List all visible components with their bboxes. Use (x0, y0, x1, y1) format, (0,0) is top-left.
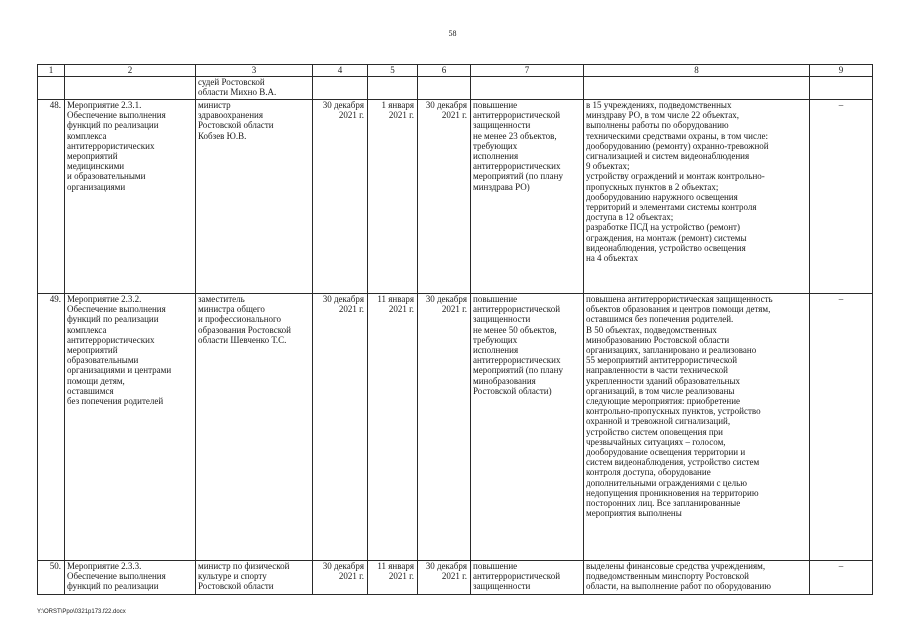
text-line: и профессионального (198, 314, 282, 325)
text-line: исполнения (473, 151, 519, 162)
header-cell: 1 (38, 65, 65, 77)
header-cell: 5 (368, 65, 418, 77)
text-line: организациями и центрами (67, 365, 172, 376)
expected-result-cell (471, 561, 584, 595)
text-line: антитеррористических (473, 161, 561, 172)
text-line: на 4 объектах (586, 253, 639, 264)
text-line: организациями (67, 181, 126, 192)
text-line: 2021 г. (388, 110, 414, 121)
text-line: 2021 г. (338, 110, 364, 121)
text-line: без попечения родителей (67, 396, 164, 407)
text-line: Обеспечение выполнения (67, 110, 166, 121)
start-date-cell (368, 100, 418, 294)
text-line: техническими средствами охраны, в том числе: (586, 130, 768, 141)
text-line: направленности в части технической (586, 365, 728, 376)
text-line: контроля доступа, оборудование (586, 467, 711, 478)
end-date-cell (418, 294, 471, 561)
row-number: 50. (38, 561, 65, 595)
text-line: систем видеонаблюдения, устройство систем (586, 457, 760, 468)
text-line: 30 декабря (425, 100, 467, 110)
table-row (38, 294, 873, 561)
text-line: мероприятий (по плану (473, 171, 563, 182)
text-line: недопущения проникновения на территорию (586, 487, 759, 498)
text-line: помощи детям, (67, 375, 125, 386)
header-cell: 3 (196, 65, 313, 77)
text-line: следующие мероприятия: приобретение (586, 396, 741, 407)
text-line: Кобзев Ю.В. (198, 130, 247, 141)
file-path-footer: Y:\ORST\Ppo\0321p173.f22.docx (37, 609, 126, 615)
table-row (38, 100, 873, 294)
text-line: 2021 г. (388, 304, 414, 315)
text-line: оставшимся (67, 385, 114, 396)
text-line: посторонних лиц. Все запланированные (586, 498, 741, 509)
text-line: Обеспечение выполнения (67, 304, 166, 315)
text-line: области Шевченко Т.С. (198, 334, 287, 345)
text-line: минобразования (473, 375, 536, 386)
text-line: мероприятий (67, 151, 118, 162)
responsible-cell (196, 100, 313, 294)
text-line: антитеррористической (473, 304, 561, 315)
text-line: 30 декабря (425, 561, 467, 571)
text-line: 30 декабря (425, 294, 467, 304)
text-line: чрезвычайных ситуациях – голосом, (586, 436, 726, 447)
text-line: области Михно В.А. (198, 87, 277, 98)
text-line: 2021 г. (388, 571, 414, 582)
event-cell (65, 561, 196, 595)
text-line: мероприятий (67, 345, 118, 356)
table-row (38, 561, 873, 595)
text-line: судей Ростовской (198, 77, 265, 87)
text-line: антитеррористических (473, 355, 561, 366)
text-line: минобразованию Ростовской области (586, 334, 730, 345)
text-line: не менее 50 объектов, (473, 324, 557, 335)
text-line: требующих (473, 334, 518, 345)
text-line: подведомственным минспорту Ростовской (586, 571, 749, 582)
text-line: образовательными (67, 355, 139, 366)
header-cell: 4 (313, 65, 368, 77)
plan-date-cell (313, 100, 368, 294)
text-line: антитеррористических (67, 140, 155, 151)
text-line: функций по реализации (67, 120, 159, 131)
text-line: защищенности (473, 314, 531, 325)
text-line: образования Ростовской (198, 324, 291, 335)
text-line: защищенности (473, 581, 531, 592)
text-line: в 15 учреждениях, подведомственных (586, 100, 732, 110)
text-line: требующих (473, 140, 518, 151)
header-cell: 8 (584, 65, 810, 77)
problems-cell: – (810, 294, 873, 561)
responsible-cell (196, 561, 313, 595)
text-line: территорий и элементами системы контроля (586, 202, 757, 213)
text-line: 30 декабря (322, 561, 364, 571)
text-line: и образовательными (67, 171, 146, 182)
header-cell: 2 (65, 65, 196, 77)
achieved-result-cell (584, 561, 810, 595)
text-line: 30 декабря (322, 100, 364, 110)
text-line: комплекса (67, 130, 107, 141)
text-line: выделены финансовые средства учреждениям, (586, 561, 766, 571)
text-line: Ростовской области (198, 581, 274, 592)
header-cell: 6 (418, 65, 471, 77)
text-line: здравоохранения (198, 110, 264, 121)
text-line: комплекса (67, 324, 107, 335)
event-cell (65, 294, 196, 561)
text-line: минздраву РО, в том числе 22 объектах, (586, 110, 740, 121)
text-line: функций по реализации (67, 581, 159, 592)
text-line: 30 декабря (322, 294, 364, 304)
responsible-cell (196, 294, 313, 561)
text-line: ограждения, на монтаж (ремонт) системы (586, 232, 747, 243)
text-line: выполнены работы по оборудованию (586, 120, 729, 131)
text-line: 1 января (381, 100, 414, 110)
plan-date-cell (313, 294, 368, 561)
start-date-cell (368, 561, 418, 595)
text-line: Мероприятие 2.3.2. (67, 294, 142, 304)
continuation-cell (196, 77, 313, 100)
start-date-cell (368, 294, 418, 561)
text-line: Ростовской области) (473, 385, 552, 396)
text-line: 2021 г. (441, 304, 467, 315)
text-line: видеонаблюдения, устройство освещения (586, 242, 746, 253)
text-line: антитеррористической (473, 571, 561, 582)
text-line: заместитель (198, 294, 245, 304)
achieved-result-cell (584, 100, 810, 294)
text-line: дополнительными ограждениями с целью (586, 477, 747, 488)
text-line: 9 объектах; (586, 161, 630, 172)
text-line: медицинскими (67, 161, 125, 172)
text-line: разработке ПСД на устройство (ремонт) (586, 222, 740, 233)
continuation-row (38, 77, 873, 100)
text-line: антитеррористических (67, 334, 155, 345)
text-line: контрольно-пропускных пунктов, устройство (586, 406, 761, 417)
text-line: охранной и тревожной сигнализаций, (586, 416, 731, 427)
row-number: 49. (38, 294, 65, 561)
end-date-cell (418, 561, 471, 595)
text-line: мероприятия выполнены (586, 508, 682, 519)
text-line: устройству ограждений и монтаж контрольно- (586, 171, 765, 182)
event-cell (65, 100, 196, 294)
row-number: 48. (38, 100, 65, 294)
text-line: не менее 23 объектов, (473, 130, 557, 141)
text-line: дооборудование освещения территории и (586, 447, 746, 458)
problems-cell: – (810, 561, 873, 595)
text-line: Мероприятие 2.3.1. (67, 100, 142, 110)
text-line: Мероприятие 2.3.3. (67, 561, 142, 571)
page-number: 58 (448, 29, 457, 38)
text-line: Ростовской области (198, 120, 274, 131)
text-line: В 50 объектах, подведомственных (586, 324, 717, 335)
text-line: организаций, в том числе реализованы (586, 385, 735, 396)
text-line: культуре и спорту (198, 571, 267, 582)
text-line: министр по физической (198, 561, 290, 571)
expected-result-cell (471, 294, 584, 561)
report-table (37, 64, 873, 595)
text-line: функций по реализации (67, 314, 159, 325)
text-line: 2021 г. (338, 571, 364, 582)
end-date-cell (418, 100, 471, 294)
text-line: исполнения (473, 345, 519, 356)
text-line: оставшимся без попечения родителей. (586, 314, 734, 325)
achieved-result-cell (584, 294, 810, 561)
problems-cell: – (810, 100, 873, 294)
text-line: повышена антитеррористическая защищенность (586, 294, 773, 304)
text-line: дооборудованию наружного освещения (586, 191, 738, 202)
text-line: 11 января (377, 561, 414, 571)
text-line: повышение (473, 294, 518, 304)
text-line: Обеспечение выполнения (67, 571, 166, 582)
text-line: антитеррористической (473, 110, 561, 121)
plan-date-cell (313, 561, 368, 595)
text-line: области, на выполнение работ по оборудованию (586, 581, 771, 592)
text-line: устройство систем оповещения при (586, 426, 723, 437)
text-line: министр (198, 100, 231, 110)
text-line: мероприятий (по плану (473, 365, 563, 376)
text-line: повышение (473, 100, 518, 110)
header-row (38, 65, 873, 77)
text-line: 55 мероприятий антитеррористической (586, 355, 738, 366)
text-line: повышение (473, 561, 518, 571)
text-line: доступа в 12 объектах; (586, 212, 674, 223)
text-line: министра общего (198, 304, 265, 315)
text-line: объектов образования и центров помощи детям, (586, 304, 771, 315)
text-line: дооборудованию (ремонту) охранно-тревожной (586, 140, 769, 151)
text-line: 2021 г. (338, 304, 364, 315)
header-cell: 9 (810, 65, 873, 77)
text-line: пропускных пунктов в 2 объектах; (586, 181, 719, 192)
header-cell: 7 (471, 65, 584, 77)
text-line: сигнализацией и систем видеонаблюдения (586, 151, 750, 162)
text-line: организациях, запланировано и реализовано (586, 345, 757, 356)
text-line: минздрава РО) (473, 181, 530, 192)
text-line: 2021 г. (441, 110, 467, 121)
text-line: укрепленности зданий образовательных (586, 375, 741, 386)
text-line: защищенности (473, 120, 531, 131)
text-line: 11 января (377, 294, 414, 304)
text-line: 2021 г. (441, 571, 467, 582)
expected-result-cell (471, 100, 584, 294)
